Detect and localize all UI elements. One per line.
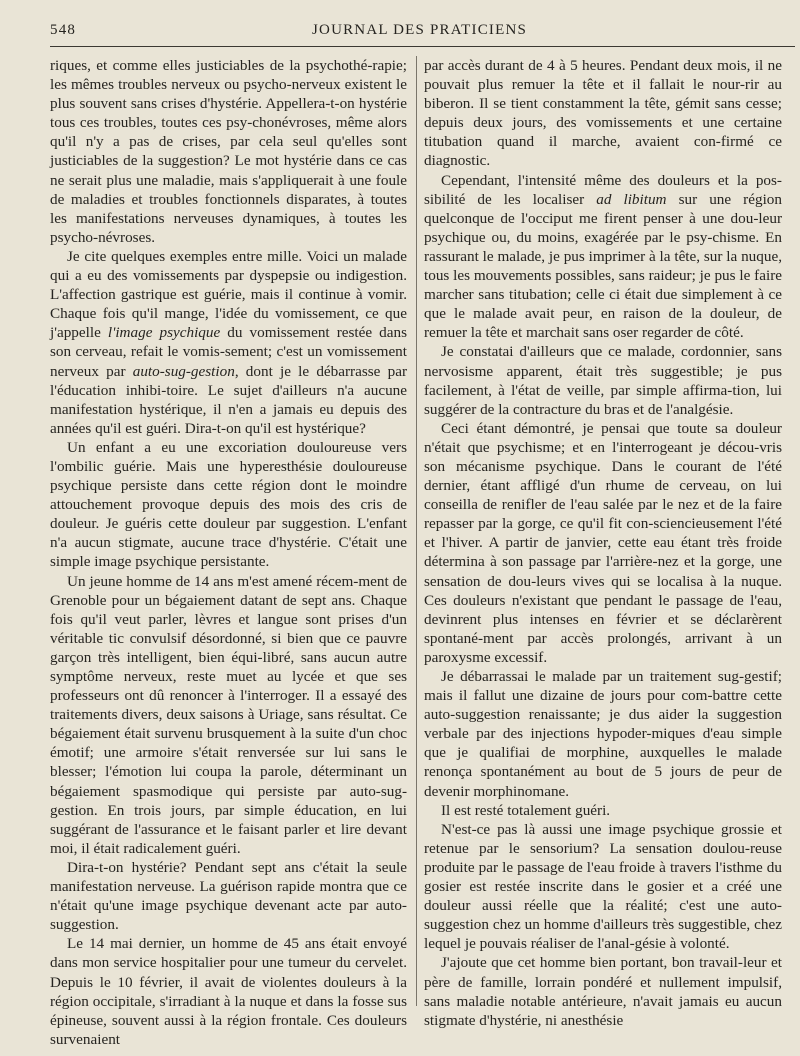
text-run: Un enfant a eu une excoriation douloureuse vers l'ombilic guérie. Mais une hyperesthésie douloureuse psychique persiste dans cette région dont le moindre attouchement provoque depuis des mois des cris de douleur. Je guéris cette douleur par suggestion. L'enfant n'a aucun stigmate, aucune trace d'hystérie. C'était une simple image psychique persistante. <box>50 438 407 571</box>
text-run: riques, et comme elles justiciables de la psychothé-rapie; les mêmes troubles nerveux ou psycho-nerveux existent le plus souvent sans crises d'hystérie. Appellera-t-on hystérie tous ces troubles, toutes ces psy-chonévroses, même alors qu'il n'y a pas de crises, par cela seul qu'elles sont justiciables de la suggestion? Le mot hystérie dans ce cas ne serait plus une maladie, mais s'appliquerait à une foule de maladies et troubles fonctionnels disparates, à toutes les manifestations nerveuses dynamiques, à toutes les psycho-névroses. <box>50 57 407 246</box>
paragraph <box>424 667 782 801</box>
paragraph <box>50 438 407 572</box>
text-run: Je constatai d'ailleurs que ce malade, cordonnier, sans nervosisme apparent, était très suggestible; je pus facilement, à l'état de veille, par simple affirma-tion, lui suggérer de la contracture du bras et de l'analgésie. <box>424 343 782 418</box>
paragraph <box>50 934 407 1049</box>
italic-phrase: l'image psychique <box>107 324 221 342</box>
header-rule <box>50 46 795 47</box>
paragraph <box>424 419 782 667</box>
paragraph <box>424 56 782 171</box>
paragraph <box>424 820 782 954</box>
paragraph <box>50 572 407 858</box>
text-run: du vomissement restée dans son cerveau, refait le vomis-sement; c'est un vomissement nerveux par <box>50 324 407 380</box>
left-column <box>50 56 407 1049</box>
journal-title: JOURNAL DES PRATICIENS <box>312 22 528 38</box>
text-run: Je débarrassai le malade par un traitement sug-gestif; mais il fallut une dizaine de jours pour com-battre cette auto-suggestion renaissante; je dus aider la suggestion verbale par des injections hypoder-miques d'eau simple que je qualifiai de morphine, auxquelles le malade renonça spontanément au bout de 5 jours de peur de devenir morphinomane. <box>424 668 782 800</box>
page-header <box>50 18 800 44</box>
text-run: Cependant, l'intensité même des douleurs et la pos-sibilité de les localiser <box>424 171 782 208</box>
paragraph <box>424 801 782 820</box>
text-run: Dira-t-on hystérie? Pendant sept ans c'était la seule manifestation nerveuse. La guérison rapide montra que ce n'était qu'une image psychique devenant acte par auto-suggestion. <box>50 858 407 934</box>
text-run: Je cite quelques exemples entre mille. Voici un malade qui a eu des vomissements par dyspepsie ou indigestion. L'affection gastrique est guérie, mais il continue à vomir. Chaque fois qu'il mange, l'idée du vomissement, ce que j'appelle <box>50 247 407 342</box>
paragraph <box>50 56 407 247</box>
text-run: , dont je le débarrasse par l'éducation inhibi-toire. Le sujet d'ailleurs n'a aucune manifestation hystérique, il n'en a jamais eu depuis des années qu'il est guéri. Dira-t-on qu'il est hystérique? <box>50 362 408 437</box>
text-run: Ceci étant démontré, je pensai que toute sa douleur n'était que psychisme; et en l'interrogeant je décou-vris son mécanisme psychique. Dans le courant de l'été dernier, étant affligé d'un rhume de cerveau, on lui conseilla de renifler de l'eau salée par le nez et de la faire repasser par la gorge, ce qu'il fit con-sciencieusement l'été et l'hiver. A partir de janvier, cette eau étant très froide détermina à son passage par l'arrière-nez et la gorge, une sensation de dou-leurs vives qui se localisa à la nuque. Ces douleurs n'existant que pendant le passage de l'eau, devinrent plus intenses en février et se déclarèrent spontané-ment par accès prolongés, arrivant à un paroxysme excessif. <box>424 419 782 666</box>
page-number: 548 <box>50 22 77 38</box>
paragraph <box>50 247 407 438</box>
paragraph <box>424 171 782 343</box>
paragraph <box>50 858 407 934</box>
column-divider <box>416 56 417 1006</box>
text-run: Un jeune homme de 14 ans m'est amené récem-ment de Grenoble pour un bégaiement datant de sept ans. Chaque fois qu'il veut parler, lèvres et langue sont prises d'un véritable tic convulsif désordonné, si bien que ce pauvre garçon très intelligent, bien équi-libré, sans aucun autre symptôme nerveux, reste muet au lycée et que ses professeurs ont dû renoncer à l'interroger. Il a essayé des traitements divers, deux saisons à Uriage, sans résultat. Ce bégaiement était survenu brusquement à la suite d'un choc émotif; une armoire s'était renversée sur lui sans le blesser; l'émotion lui coupa la parole, déterminant un bégaiement spasmodique qui persiste par auto-sug-gestion. En trois jours, par simple éducation, en lui suggérant de l'assurance et le faisant parler et lire devant moi, il était radicalement guéri. <box>50 572 407 857</box>
italic-phrase: auto-sug-gestion <box>132 362 235 380</box>
text-run: par accès durant de 4 à 5 heures. Pendant deux mois, il ne pouvait plus remuer la tête et il fallait le nour-rir au biberon. Il se tient constamment la tête, gémit sans cesse; depuis deux jours, des vomissements et une certaine titubation quand il marche, avaient con-firmé ce diagnostic. <box>424 57 782 170</box>
text-run: J'ajoute que cet homme bien portant, bon travail-leur et père de famille, lorrain pondéré et nullement impulsif, sans maladie notable antérieure, n'avait jamais eu aucun stigmate d'hystérie, ni anesthésie <box>424 954 782 1029</box>
paragraph <box>424 953 782 1029</box>
text-run: Il est resté totalement guéri. <box>441 801 611 819</box>
italic-phrase: ad libitum <box>596 190 667 208</box>
text-run: sur une région quelconque de l'occiput me firent penser à une dou-leur psychique ou, du moins, exagérée par le psy-chisme. En rassurant le malade, je pus imprimer à la tête, sur la nuque, tous les mouvements possibles, sans raideur; je pus le faire marcher sans titubation; celle ci était due simplement à ce que le malade avait peur, en raison de la douleur, de remuer la tête et marchait sans oser regarder de côté. <box>424 190 782 342</box>
right-column <box>424 56 782 1030</box>
paragraph <box>424 342 782 418</box>
text-run: Le 14 mai dernier, un homme de 45 ans était envoyé dans mon service hospitalier pour une tumeur du cervelet. Depuis le 10 février, il avait de violentes douleurs à la région occipitale, s'irradiant à la nuque et dans la fosse sus épineuse, souvent aussi à la région frontale. Ces douleurs survenaient <box>50 935 407 1048</box>
text-run: N'est-ce pas là aussi une image psychique grossie et retenue par le sensorium? La sensation doulou-reuse produite par le passage de l'eau froide à travers l'isthme du gosier est restée inscrite dans le gosier et a créé une douleur aussi réelle que la réalité; c'est une auto-suggestion chez un homme d'ailleurs très suggestible, chez lequel je pouvais réaliser de l'anal-gésie à volonté. <box>424 820 782 953</box>
